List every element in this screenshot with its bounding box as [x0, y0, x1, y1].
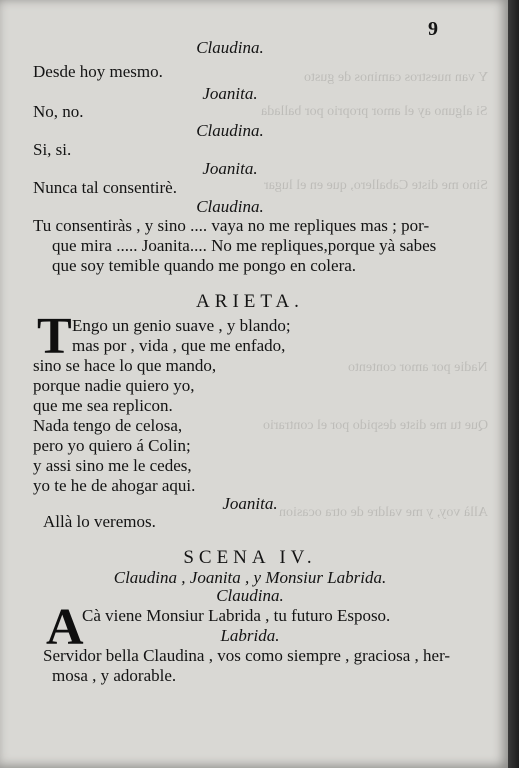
section-heading: ARIETA.	[196, 291, 304, 312]
verse-line: pero yo quiero á Colin;	[33, 436, 191, 455]
verse-line: y assi sino me le cedes,	[33, 456, 192, 475]
speaker-label: Claudina.	[196, 38, 264, 57]
dialogue-line: Desde hoy mesmo.	[33, 62, 163, 81]
dialogue-line: mosa , y adorable.	[52, 666, 177, 685]
verse-line: Nada tengo de celosa,	[33, 416, 183, 435]
drop-cap: T	[37, 308, 72, 365]
dialogue-line: Nunca tal consentirè.	[33, 178, 177, 197]
verse-line: que me sea replicon.	[33, 396, 173, 415]
verse-line: yo te he de ahogar aqui.	[33, 476, 196, 495]
bleed-through: Si alguno ay el amor proprio por ballada	[261, 104, 488, 119]
bleed-through: Allà voy, y me valdre de otra ocasion	[278, 505, 488, 520]
verse-line: porque nadie quiero yo,	[33, 376, 195, 395]
speaker-label: Joanita.	[222, 494, 278, 513]
speaker-label: Joanita.	[202, 84, 258, 103]
dialogue-line: Cà viene Monsiur Labrida , tu futuro Esposo.	[82, 606, 391, 625]
speaker-label: Claudina.	[196, 121, 264, 140]
speaker-label: Claudina.	[216, 586, 284, 605]
scene-heading: SCENA IV.	[183, 547, 317, 568]
dialogue-line: Si, si.	[33, 140, 72, 159]
bleed-through: Sino me diste Caballero, que en el lugar	[264, 178, 488, 193]
scene-characters: Claudina , Joanita , y Monsiur Labrida.	[113, 568, 387, 587]
dialogue-line: que mira ..... Joanita.... No me repliques,porque yà sabes	[52, 236, 437, 255]
dialogue-line: No, no.	[33, 102, 84, 121]
speaker-label: Claudina.	[196, 197, 264, 216]
dialogue-line: Tu consentiràs , y sino .... vaya no me repliques mas ; por-	[33, 216, 430, 235]
bleed-through: Y van nuestros caminos de gusto	[303, 70, 488, 85]
dialogue-line: Allà lo veremos.	[43, 512, 156, 531]
book-gutter	[508, 0, 519, 768]
verse-line: sino se hace lo que mando,	[33, 356, 217, 375]
bleed-through: Que tu me diste despido por el contrario	[262, 418, 488, 433]
bleed-through: Nadie por amor contento	[348, 360, 488, 375]
speaker-label: Joanita.	[202, 159, 258, 178]
drop-cap: A	[46, 599, 84, 656]
verse-line: mas por , vida , que me enfado,	[72, 336, 286, 355]
page-number: 9	[428, 18, 438, 40]
dialogue-line: que soy temible quando me pongo en colera.	[52, 256, 357, 275]
dialogue-line: Servidor bella Claudina , vos como siempre , graciosa , her-	[43, 646, 451, 665]
verse-line: Engo un genio suave , y blando;	[72, 316, 291, 335]
speaker-label: Labrida.	[220, 626, 280, 645]
